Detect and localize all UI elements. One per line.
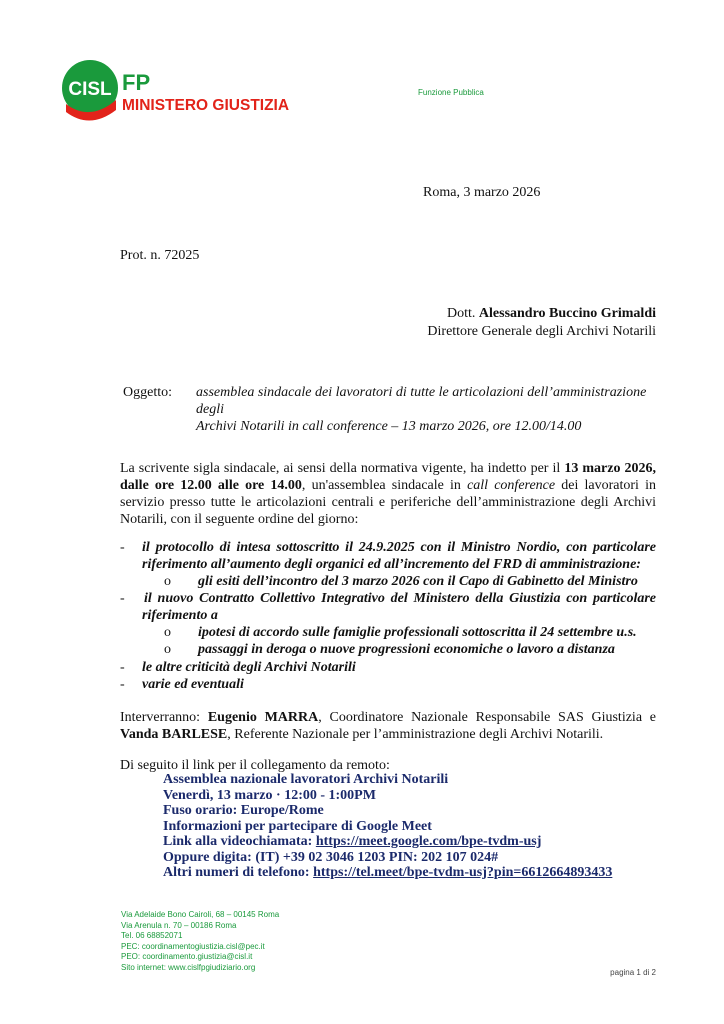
meet-other-line [163,865,612,881]
logo-ministero-text: MINISTERO GIUSTIZIA [122,97,290,114]
intro-call-conference: call conference [467,478,556,493]
speaker-1: Eugenio MARRA [207,710,319,725]
agenda-item-3: le altre criticità degli Archivi Notarili [142,660,356,675]
speaker-2: Vanda BARLESE [120,727,228,742]
page-number: pagina 1 di 2 [610,968,656,977]
intro-text-3: dei lavoratori in servizio presso tutte le articolazioni centrali e periferiche dell’amministrazione degli Archivi Notarili, con il seguente ordine del giorno: [120,478,656,527]
subject-label: Oggetto: [123,385,172,400]
meet-info-block [163,772,612,881]
intro-paragraph [120,460,656,528]
footer-address-1: Via Adelaide Bono Cairoli, 68 – 00145 Roma [121,910,280,919]
recipient-name-line [427,305,656,323]
logo-cisl-text: CISL [68,79,112,100]
meet-link-line [163,834,612,850]
agenda-item-2-line-1: il nuovo Contratto Collettivo Integrativo del Ministero della Giustizia con particolare [144,591,656,606]
footer-pec: PEC: coordinamentogiustizia.cisl@pec.it [121,941,265,951]
agenda-item-1-line-1: il protocollo di intesa sottoscritto il 24.9.2025 con il Ministro Nordio, con particolare [142,540,656,555]
subject-text [196,384,656,435]
agenda-dash-1: - [120,540,125,555]
intro-text-1: La scrivente sigla sindacale, ai sensi della normativa vigente, ha indetto per il [120,461,565,476]
meet-timezone: Fuso orario: Europe/Rome [163,803,324,818]
footer-phone: Tel. 06 68852071 [121,931,183,940]
meet-link-label: Link alla videochiamata: [163,834,316,849]
footer-address-2: Via Arenula n. 70 – 00186 Roma [121,920,237,930]
intro-text-2: , un'assemblea sindacale in [301,478,468,493]
protocol-number: Prot. n. 72025 [120,248,200,263]
footer-peo: PEO: coordinamento.giustizia@cisl.it [121,952,253,961]
speakers-text-1: Interverranno: [120,710,208,725]
meet-title: Assemblea nazionale lavoratori Archivi Notarili [163,772,449,787]
agenda-bullet-1a: o [164,574,171,589]
meet-dial-in: Oppure digita: (IT) +39 02 3046 1203 PIN: 202 107 024# [163,849,499,865]
speakers-text-3: , Referente Nazionale per l’amministrazione degli Archivi Notarili. [227,727,604,742]
speakers-paragraph [120,709,656,743]
agenda-item-2-line-2: riferimento a [142,608,218,623]
agenda-item-2-sub-2: passaggi in deroga o nuove progressioni economiche o lavoro a distanza [198,642,615,657]
meet-other-label: Altri numeri di telefono: [163,865,314,880]
agenda-item-2-sub-1: ipotesi di accordo sulle famiglie professionali sottoscritta il 24 settembre u.s. [198,625,637,640]
meet-info: Informazioni per partecipare di Google Meet [163,818,432,834]
recipient-name: Alessandro Buccino Grimaldi [478,306,656,321]
agenda-item-1-sub-1: gli esiti dell’incontro del 3 marzo 2026 con il Capo di Gabinetto del Ministro [198,574,638,589]
recipient-role: Direttore Generale degli Archivi Notarili [427,324,656,339]
agenda-item-1-line-2: riferimento all’aumento degli organici ed all’incremento del FRD di amministrazione: [142,557,641,572]
cisl-fp-logo [60,60,290,126]
meet-when: Venerdì, 13 marzo · 12:00 - 1:00PM [163,787,376,803]
subject-line-2: Archivi Notarili in call conference – 13 marzo 2026, ore 12.00/14.00 [196,419,582,434]
agenda-dash-4: - [120,677,125,692]
agenda-bullet-2a: o [164,625,171,640]
recipient-block [427,305,656,341]
meet-link[interactable]: https://meet.google.com/bpe-tvdm-usj [315,834,542,849]
agenda-dash-2: - [120,591,125,606]
agenda-bullet-2b: o [164,642,171,657]
intro-date: 13 marzo 2026, dalle ore 12.00 alle ore 14.00 [120,461,656,493]
recipient-prefix: Dott. [447,306,479,321]
meet-other-numbers-link[interactable]: https://tel.meet/bpe-tvdm-usj?pin=6612664893433 [313,865,613,880]
footer-website: Sito internet: www.cislfpgiudiziario.org [121,962,256,972]
link-intro: Di seguito il link per il collegamento da remoto: [120,758,390,773]
funzione-pubblica-label: Funzione Pubblica [418,88,484,97]
agenda-dash-3: - [120,660,125,675]
letter-date: Roma, 3 marzo 2026 [423,185,541,200]
footer-contacts [121,910,279,973]
speakers-text-2: , Coordinatore Nazionale Responsabile SAS Giustizia e [318,710,656,725]
logo-fp-text: FP [122,70,151,95]
agenda-item-4: varie ed eventuali [142,677,244,692]
subject-line-1: assemblea sindacale dei lavoratori di tutte le articolazioni dell’amministrazione degli [196,385,647,417]
